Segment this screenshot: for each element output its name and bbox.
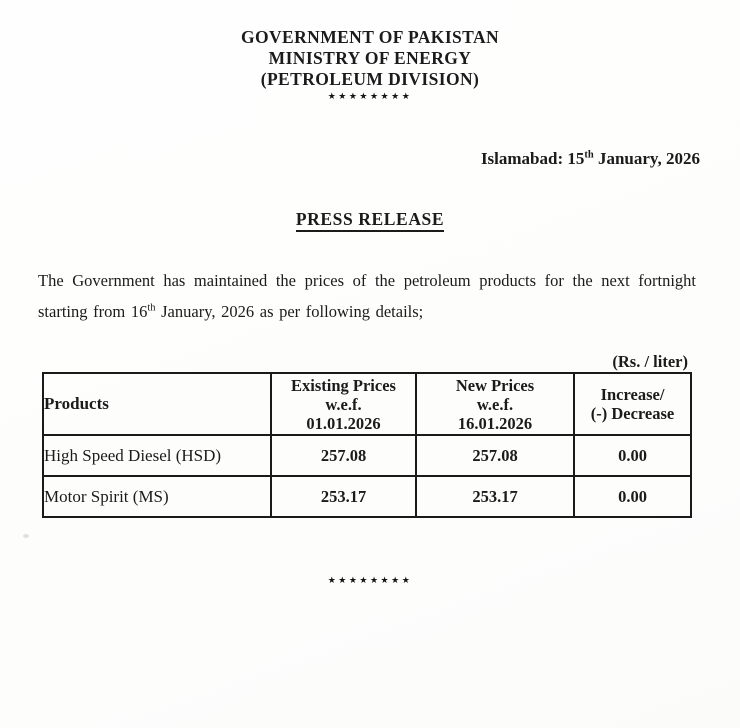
col-header-new-prices bbox=[416, 373, 574, 435]
col-header-inc-l2: (-) Decrease bbox=[590, 404, 675, 423]
press-release-title bbox=[0, 209, 740, 230]
existing-price-cell: 253.17 bbox=[271, 476, 416, 517]
letterhead bbox=[0, 0, 740, 90]
new-price-cell: 253.17 bbox=[416, 476, 574, 517]
dateline bbox=[0, 149, 740, 169]
product-name-cell: Motor Spirit (MS) bbox=[43, 476, 271, 517]
col-header-new-l2: w.e.f. bbox=[476, 394, 514, 414]
col-header-existing-l1: Existing Prices bbox=[291, 375, 396, 395]
letterhead-line-division: (PETROLEUM DIVISION) bbox=[260, 69, 480, 89]
col-header-increase-decrease bbox=[574, 373, 691, 435]
body-line-2-suffix: January, 2026 as per following details; bbox=[155, 302, 424, 321]
prices-table-section bbox=[42, 352, 690, 518]
body-line-2-prefix: starting from 16 bbox=[38, 302, 148, 321]
press-release-title-text: PRESS RELEASE bbox=[296, 209, 444, 232]
col-header-inc-l1: Increase/ bbox=[600, 385, 665, 404]
new-price-cell: 257.08 bbox=[416, 435, 574, 476]
dateline-ordinal: th bbox=[584, 149, 594, 161]
dateline-suffix: January, 2026 bbox=[593, 149, 700, 168]
letterhead-line-government: GOVERNMENT OF PAKISTAN bbox=[240, 27, 500, 47]
table-header-row bbox=[43, 373, 691, 435]
product-name-cell: High Speed Diesel (HSD) bbox=[43, 435, 271, 476]
col-header-existing-l2: w.e.f. bbox=[325, 394, 362, 414]
col-header-products: Products bbox=[43, 373, 271, 435]
body-paragraph bbox=[38, 265, 696, 327]
change-cell: 0.00 bbox=[574, 435, 691, 476]
col-header-existing-prices bbox=[271, 373, 416, 435]
body-line-1: The Government has maintained the prices of the petroleum products for the next fortnight bbox=[38, 271, 696, 290]
stars-separator-top: ★★★★★★★★ bbox=[327, 91, 413, 101]
change-cell: 0.00 bbox=[574, 476, 691, 517]
table-row-ms bbox=[43, 476, 691, 517]
stars-separator-bottom: ★★★★★★★★ bbox=[327, 575, 413, 585]
col-header-new-l3: 16.01.2026 bbox=[457, 413, 533, 433]
body-line-2 bbox=[38, 296, 696, 327]
col-header-existing-l3: 01.01.2026 bbox=[306, 413, 381, 433]
table-row-hsd bbox=[43, 435, 691, 476]
unit-note: (Rs. / liter) bbox=[612, 352, 688, 371]
dateline-text: Islamabad: 15 bbox=[480, 149, 585, 168]
prices-table bbox=[42, 372, 692, 518]
scan-smudge-artifact bbox=[23, 534, 29, 538]
existing-price-cell: 257.08 bbox=[271, 435, 416, 476]
letterhead-line-ministry: MINISTRY OF ENERGY bbox=[268, 48, 472, 68]
body-line-2-ordinal: th bbox=[147, 302, 156, 314]
col-header-new-l1: New Prices bbox=[455, 375, 535, 395]
